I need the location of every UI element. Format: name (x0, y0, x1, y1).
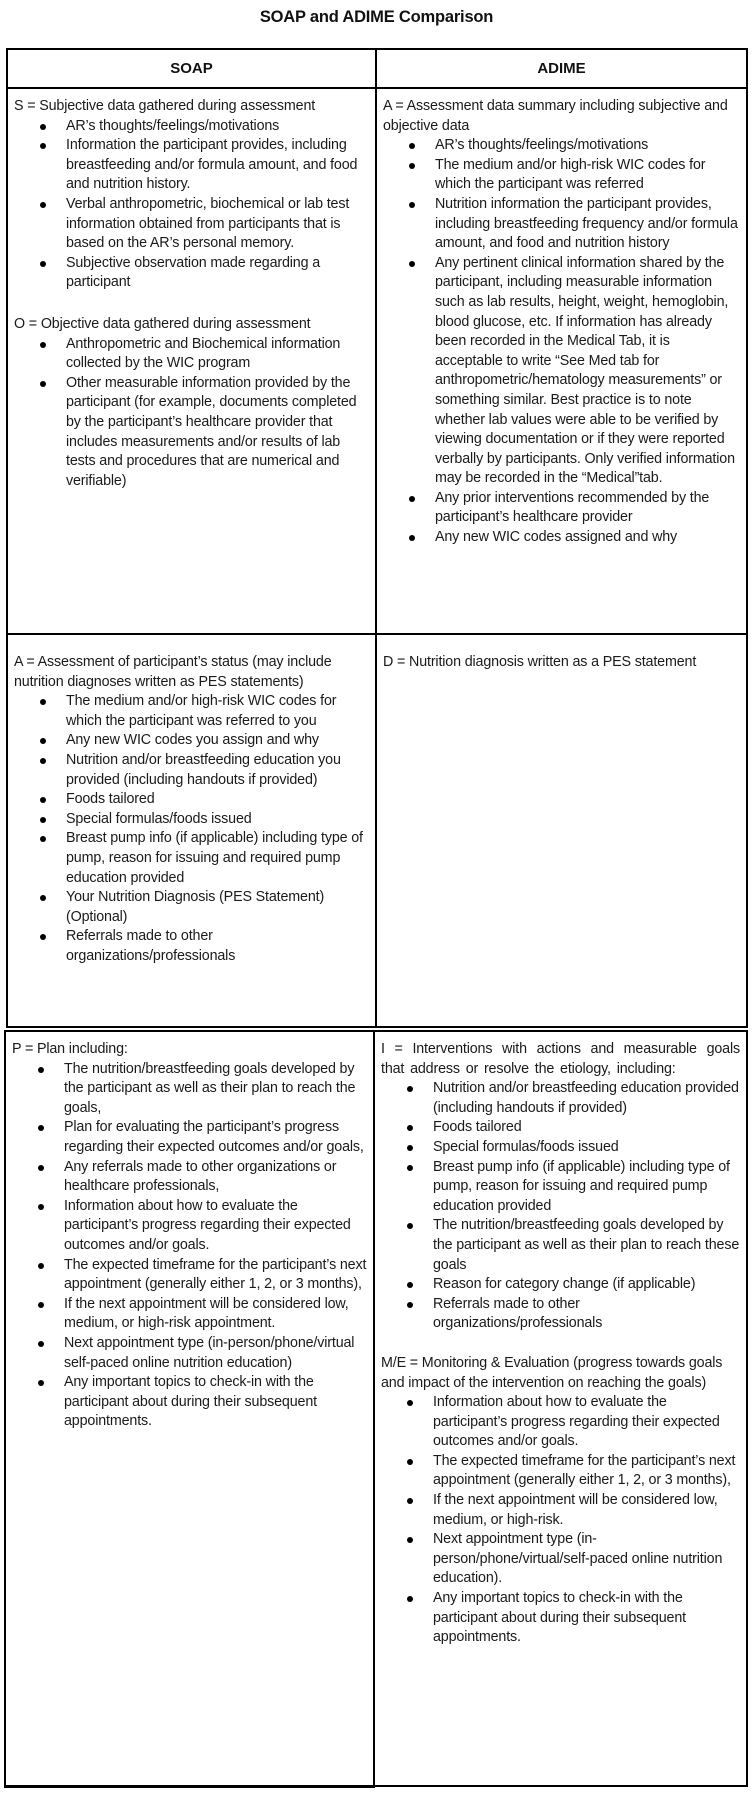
list-item: Any important topics to check-in with the participant about during their subsequent appointments. (64, 1373, 367, 1432)
list-item: Other measurable information provided by the participant (for example, documents completed by the participant’s healthcare provider that includes measurements and/or results of lab tests and procedures that are numerical and verifiable) (66, 374, 369, 492)
list-item: Any prior interventions recommended by the participant’s healthcare provider (435, 489, 740, 528)
list-item: Nutrition information the participant provides, including breastfeeding frequency and/or formula amount, and food and nutrition history (435, 195, 740, 254)
cell-adime-assessment (375, 87, 748, 635)
section-monitoring-evaluation (381, 1354, 740, 1648)
section-heading: S = Subjective data gathered during assessment (14, 98, 316, 114)
list-item: If the next appointment will be considered low, medium, or high-risk. (433, 1491, 740, 1530)
section-plan (12, 1040, 367, 1432)
list-item: The expected timeframe for the participant’s next appointment (generally either 1, 2, or 3 months), (64, 1256, 367, 1295)
bullet-icon (40, 381, 46, 387)
header-soap-label: SOAP (170, 60, 213, 77)
header-adime-label: ADIME (537, 60, 586, 77)
list-item: Information about how to evaluate the participant’s progress regarding their expected outcomes and/or goals. (433, 1393, 740, 1452)
list-item: Nutrition and/or breastfeeding education you provided (including handouts if provided) (66, 751, 369, 790)
list-item: If the next appointment will be considered low, medium, or high-risk appointment. (64, 1295, 367, 1334)
section-diagnosis (383, 653, 740, 673)
section-assessment (383, 97, 740, 548)
bullet-icon (40, 143, 46, 149)
bullet-icon (40, 836, 46, 842)
cell-adime-intervention-monitoring (373, 1030, 748, 1787)
list-item: Next appointment type (in-person/phone/virtual/self-paced online nutrition education). (433, 1530, 740, 1589)
list-item: Information the participant provides, including breastfeeding and/or formula amount, and food and nutrition history. (66, 136, 369, 195)
bullet-list (14, 692, 369, 966)
section-subjective (14, 97, 369, 293)
list-item: Your Nutrition Diagnosis (PES Statement) (Optional) (66, 888, 369, 927)
section-interventions (381, 1040, 740, 1334)
cell-soap-subjective-objective (6, 87, 377, 635)
bullet-icon (409, 143, 415, 149)
list-item: Any referrals made to other organizations or healthcare professionals, (64, 1158, 367, 1197)
bullet-icon (40, 817, 46, 823)
bullet-icon (40, 738, 46, 744)
bullet-icon (38, 1067, 44, 1073)
bullet-icon (409, 163, 415, 169)
bullet-icon (40, 895, 46, 901)
list-item: Verbal anthropometric, biochemical or lab test information obtained from participants that is based on the AR’s personal memory. (66, 195, 369, 254)
bullet-icon (40, 758, 46, 764)
bullet-list (14, 117, 369, 293)
bullet-icon (40, 934, 46, 940)
bullet-icon (407, 1498, 413, 1504)
bullet-list (381, 1393, 740, 1648)
list-item: The medium and/or high-risk WIC codes for which the participant was referred to you (66, 692, 369, 731)
bullet-icon (407, 1282, 413, 1288)
list-item: Special formulas/foods issued (66, 810, 369, 830)
list-item: Referrals made to other organizations/professionals (433, 1295, 740, 1334)
list-item: Nutrition and/or breastfeeding education provided (including handouts if provided) (433, 1079, 740, 1118)
list-item: Breast pump info (if applicable) including type of pump, reason for issuing and required pump education provided (66, 829, 369, 888)
bullet-icon (38, 1302, 44, 1308)
section-objective (14, 315, 369, 491)
bullet-icon (407, 1459, 413, 1465)
list-item: Any new WIC codes assigned and why (435, 528, 740, 548)
cell-soap-plan (4, 1030, 375, 1788)
list-item: The medium and/or high-risk WIC codes for which the participant was referred (435, 156, 740, 195)
list-item: Anthropometric and Biochemical information collected by the WIC program (66, 335, 369, 374)
list-item: Referrals made to other organizations/professionals (66, 927, 369, 966)
list-item: Foods tailored (433, 1118, 740, 1138)
page-title: SOAP and ADIME Comparison (259, 8, 494, 26)
list-item: Subjective observation made regarding a participant (66, 254, 369, 293)
section-heading: M/E = Monitoring & Evaluation (progress towards goals and impact of the intervention on reaching the goals) (381, 1354, 723, 1391)
header-adime (375, 48, 748, 89)
section-heading: A = Assessment data summary including subjective and objective data (383, 98, 728, 134)
bullet-icon (40, 124, 46, 130)
bullet-icon (38, 1341, 44, 1347)
bullet-icon (407, 1400, 413, 1406)
section-assessment-status (14, 653, 369, 967)
bullet-icon (407, 1165, 413, 1171)
bullet-icon (40, 342, 46, 348)
bullet-icon (40, 202, 46, 208)
list-item: The nutrition/breastfeeding goals developed by the participant as well as their plan to reach the goals, (64, 1060, 367, 1119)
bullet-icon (409, 535, 415, 541)
bullet-icon (40, 261, 46, 267)
list-item: AR’s thoughts/feelings/motivations (435, 136, 740, 156)
bullet-icon (38, 1263, 44, 1269)
section-heading: A = Assessment of participant’s status (may include nutrition diagnoses written as PES statements) (14, 654, 332, 690)
list-item: Reason for category change (if applicable) (433, 1275, 740, 1295)
bullet-icon (407, 1086, 413, 1092)
list-item: Plan for evaluating the participant’s progress regarding their expected outcomes and/or goals, (64, 1118, 367, 1157)
header-soap (6, 48, 377, 89)
bullet-icon (407, 1223, 413, 1229)
list-item: Foods tailored (66, 790, 369, 810)
bullet-icon (407, 1302, 413, 1308)
bullet-icon (407, 1596, 413, 1602)
list-item: Special formulas/foods issued (433, 1138, 740, 1158)
bullet-list (381, 1079, 740, 1334)
list-item: Any new WIC codes you assign and why (66, 731, 369, 751)
list-item: AR’s thoughts/feelings/motivations (66, 117, 369, 137)
bullet-list (12, 1060, 367, 1432)
list-item: The expected timeframe for the participant’s next appointment (generally either 1, 2, or 3 months), (433, 1452, 740, 1491)
bullet-icon (40, 699, 46, 705)
bullet-icon (38, 1204, 44, 1210)
list-item: Breast pump info (if applicable) including type of pump, reason for issuing and required pump education provided (433, 1158, 740, 1217)
section-heading: P = Plan including: (12, 1041, 128, 1057)
bullet-icon (407, 1537, 413, 1543)
list-item: Next appointment type (in-person/phone/virtual self-paced online nutrition education) (64, 1334, 367, 1373)
bullet-icon (409, 261, 415, 267)
section-heading: D = Nutrition diagnosis written as a PES statement (383, 654, 697, 670)
list-item: Any pertinent clinical information shared by the participant, including measurable information such as lab results, height, weight, hemoglobin, blood glucose, etc. If information has already been recorded in the Medical Tab, it is acceptable to write “See Med tab for anthropometric/hematology measurements” or something similar. Best practice is to note whether lab values were able to be verified by viewing documentation or if they were reported verbally by participants. Only verified information may be recorded in the “Medical”tab. (435, 254, 740, 489)
section-heading: O = Objective data gathered during assessment (14, 315, 311, 332)
bullet-list (383, 136, 740, 547)
bullet-icon (407, 1125, 413, 1131)
cell-soap-assessment (6, 633, 377, 1028)
bullet-list (14, 335, 369, 492)
bullet-icon (38, 1125, 44, 1131)
list-item: The nutrition/breastfeeding goals developed by the participant as well as their plan to reach these goals (433, 1216, 740, 1275)
section-heading: I = Interventions with actions and measurable goals that address or resolve the etiology, including: (381, 1041, 740, 1077)
bullet-icon (38, 1165, 44, 1171)
cell-adime-diagnosis (375, 633, 748, 1028)
list-item: Any important topics to check-in with the participant about during their subsequent appointments. (433, 1589, 740, 1648)
bullet-icon (38, 1380, 44, 1386)
bullet-icon (40, 797, 46, 803)
bullet-icon (409, 496, 415, 502)
bullet-icon (409, 202, 415, 208)
list-item: Information about how to evaluate the participant’s progress regarding their expected outcomes and/or goals. (64, 1197, 367, 1256)
bullet-icon (407, 1145, 413, 1151)
